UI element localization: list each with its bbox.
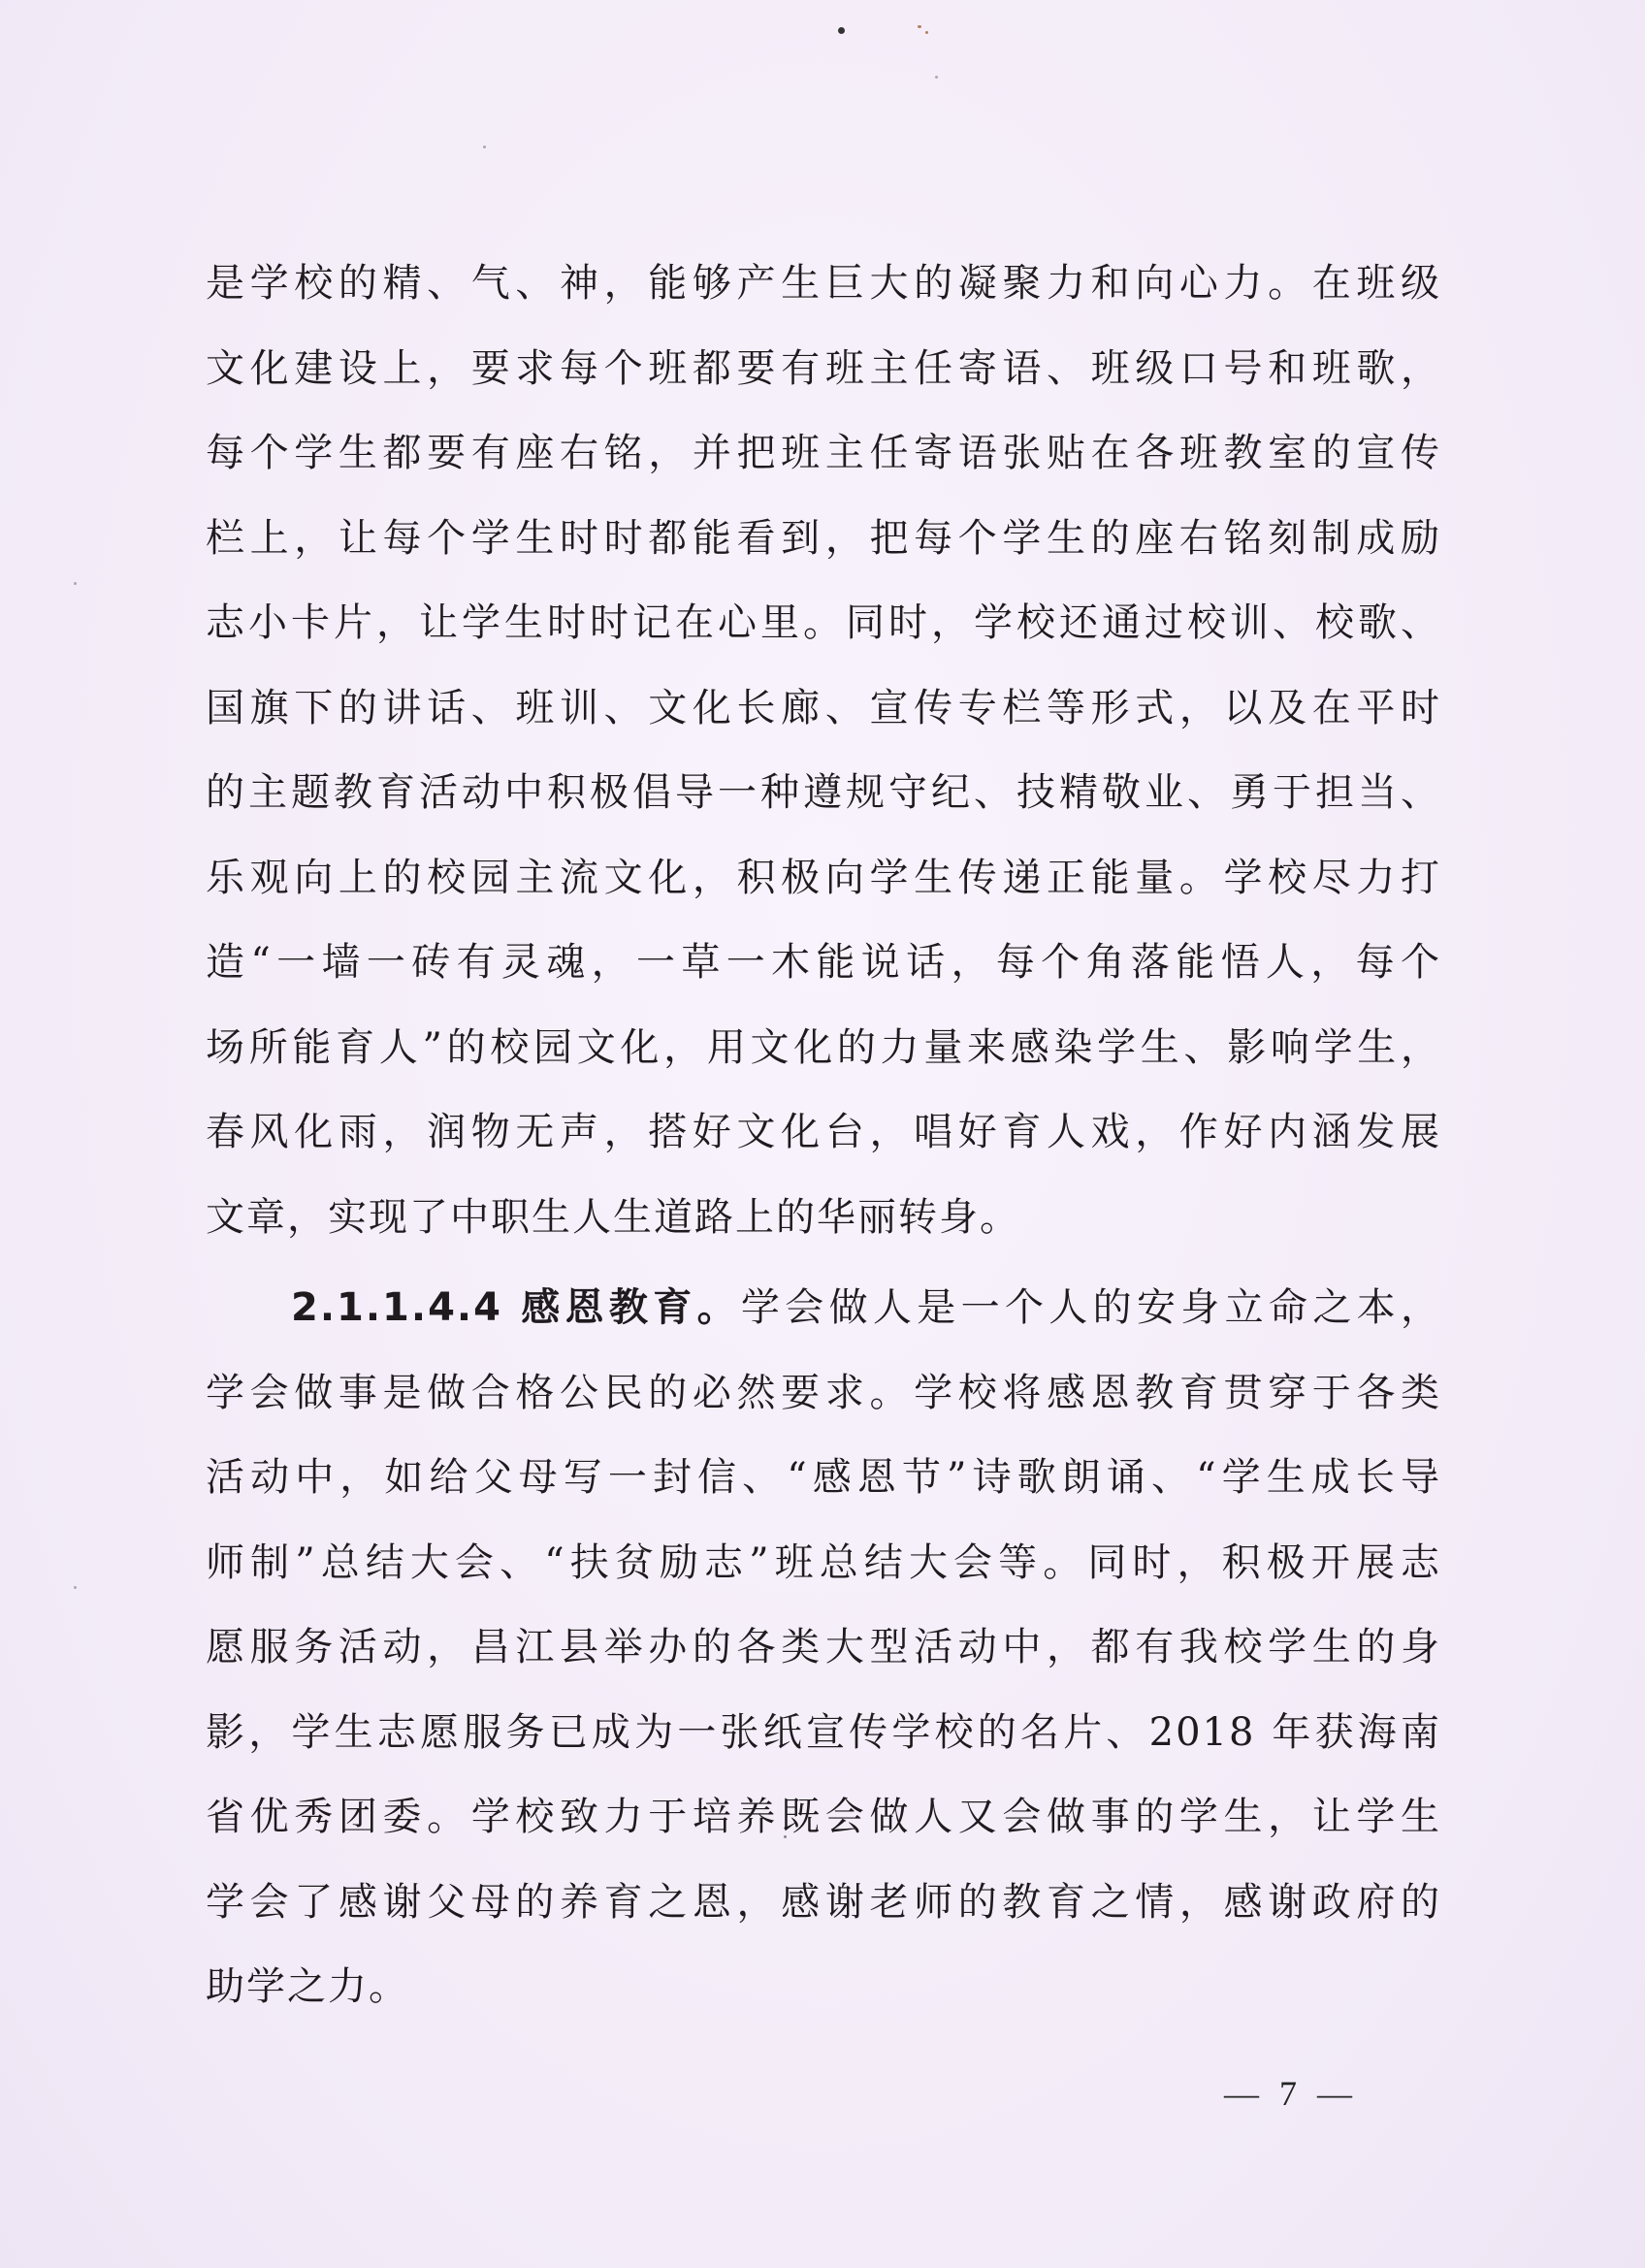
section-heading: 2.1.1.4.4 感恩教育。 [291, 1285, 741, 1330]
page-number: — 7 — [1224, 2074, 1358, 2113]
text-line: 省优秀团委。学校致力于培养既会做人又会做事的学生，让学生 [206, 1795, 1441, 1839]
text-line: 是学校的精、气、神，能够产生巨大的凝聚力和向心力。在班级 [206, 261, 1441, 306]
text-line-rest: 学会做人是一个人的安身立命之本， [740, 1285, 1441, 1330]
text-line: 师制”总结大会、“扶贫励志”班总结大会等。同时，积极开展志 [206, 1539, 1441, 1585]
text-line: 影，学生志愿服务已成为一张纸宣传学校的名片、2018 年获海南 [206, 1709, 1441, 1755]
scan-mark [935, 76, 938, 79]
text-line: 文化建设上，要求每个班都要有班主任寄语、班级口号和班歌， [206, 345, 1441, 391]
scan-mark [483, 146, 486, 148]
body-paragraph-culture [206, 242, 1441, 1260]
text-line: 栏上，让每个学生时时都能看到，把每个学生的座右铭刻制成励 [206, 515, 1441, 561]
text-line: 助学之力。 [206, 1964, 409, 2009]
text-line: 造“一墙一砖有灵魂，一草一木能说话，每个角落能悟人，每个 [206, 940, 1441, 985]
scan-speck [918, 25, 921, 28]
text-line: 春风化雨，润物无声，搭好文化台，唱好育人戏，作好内涵发展 [206, 1110, 1441, 1154]
scan-speck [925, 31, 928, 34]
text-line: 愿服务活动，昌江县举办的各类大型活动中，都有我校学生的身 [206, 1625, 1441, 1669]
text-line: 每个学生都要有座右铭，并把班主任寄语张贴在各班教室的宣传 [206, 431, 1441, 475]
text-line: 活动中，如给父母写一封信、“感恩节”诗歌朗诵、“学生成长导 [206, 1455, 1441, 1500]
body-paragraph-gratitude [206, 1266, 1441, 2030]
text-line-first [206, 1266, 1441, 1351]
text-line: 志小卡片，让学生时时记在心里。同时，学校还通过校训、校歌、 [206, 600, 1441, 645]
text-line: 学会做事是做合格公民的必然要求。学校将感恩教育贯穿于各类 [206, 1370, 1441, 1415]
text-line: 国旗下的讲话、班训、文化长廊、宣传专栏等形式，以及在平时 [206, 685, 1441, 730]
scan-mark [74, 582, 77, 585]
text-line: 的主题教育活动中积极倡导一种遵规守纪、技精敬业、勇于担当、 [206, 770, 1441, 815]
text-line: 乐观向上的校园主流文化，积极向学生传递正能量。学校尽力打 [206, 855, 1441, 900]
text-line: 场所能育人”的校园文化，用文化的力量来感染学生、影响学生， [206, 1024, 1441, 1070]
scan-mark [74, 1586, 77, 1589]
text-line: 学会了感谢父母的养育之恩，感谢老师的教育之情，感谢政府的 [206, 1879, 1441, 1925]
scan-speck [838, 27, 845, 34]
text-line: 文章，实现了中职生人生道路上的华丽转身。 [206, 1194, 1020, 1240]
